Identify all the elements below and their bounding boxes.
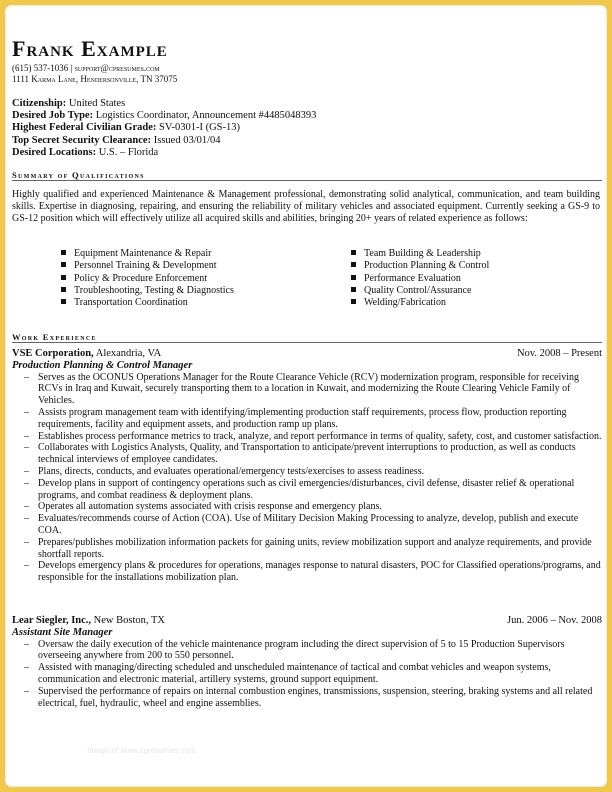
job-header [12,348,602,360]
bullet-square-icon [61,250,66,255]
duty-item: – Plans, directs, conducts, and evaluates operational/emergency tests/exercises to assess readiness. [24,465,425,477]
bullet-square-icon [61,287,66,292]
skill-item: Transportation Coordination [61,297,351,309]
job-lear-siegler [12,615,602,709]
address: 1111 Karma Lane, Hendersonville, TN 37075 [12,73,178,84]
skill-item: Personnel Training & Development [61,260,351,272]
job-dates: Nov. 2008 – Present [516,348,602,359]
skill-item: Equipment Maintenance & Repair [61,248,351,260]
duty-item: – Assists program management team with identifying/implementing production staff requirements, process flow, production reporting requirements, facility and equipment assets, and production ramp up plans. [24,406,567,430]
duty-item: – Assisted with managing/directing scheduled and unscheduled maintenance of tactical and combat vehicles and weapon systems, communication and electronic material, artillery systems, ground support equipment. [24,662,551,685]
bullet-square-icon [351,262,356,267]
bullet-square-icon [351,275,356,280]
skill-item: Welding/Fabrication [351,297,601,309]
bullet-square-icon [61,275,66,280]
job-employer: VSE Corporation, Alexandria, VA [12,348,162,359]
duty-item: – Develops emergency plans & procedures for operations, manages response to natural disasters, POC for Classified operations/programs, and responsible for the installations mobilization plan. [24,560,601,584]
fact-security-clearance: Top Secret Security Clearance: Issued 03/01/04 [12,134,221,146]
bullet-square-icon [351,250,356,255]
duty-item: – Establishes process performance metrics to track, analyze, and report performance in terms of quality, safety, cost, and customer satisfaction. [24,430,602,442]
job-vse-corporation [12,348,602,584]
bullet-square-icon [61,299,66,304]
summary-text: Highly qualified and experienced Maintenance & Management professional, demonstrating solid analytical, communication, and team building skills. Expertise in diagnosing, repairing, and ensuring the reliability of military vehicles and associated equipment. Currently seeking a GS-9 to GS-12 position which will effectively utilize all acquired skills and abilities, bringing 20+ years of related experience as follows: [12,189,600,225]
bullet-square-icon [351,299,356,304]
skill-item: Troubleshooting, Testing & Diagnostics [61,285,351,297]
watermark: Image of www.cpresumes.com [87,746,196,755]
job-title: Production Planning & Control Manager [12,359,193,371]
personal-facts [12,98,316,159]
duty-item: – Serves as the OCONUS Operations Manager for the Route Clearance Vehicle (RCV) modernization program, responsible for receiving RCVs in Iraq and Kuwait, securely transporting them to a location in Kuwait, and modernizing the Route Clearing Vehicle Family of Vehicles. [24,371,580,407]
job-title: Assistant Site Manager [12,626,113,638]
skills-list [61,248,601,309]
phone-email: (615) 537-1036 | support@cpresumes.com [12,63,160,73]
bullet-square-icon [351,287,356,292]
duty-item: – Operates all automation systems associated with crisis response and emergency plans. [24,501,382,513]
duty-item: – Collaborates with Logistics Analysts, Quality, and Transportation to anticipate/prevent interruptions to production, as well as conducts technical interviews of employee candidates. [24,442,576,466]
experience-heading: Work Experience [12,332,602,343]
duty-item: – Evaluates/recommends course of Action (COA). Use of Military Decision Making Processing to analyze, develop, publish and execute COA. [24,513,579,536]
fact-desired-job-type: Desired Job Type: Logistics Coordinator, Announcement #4485048393 [12,110,317,122]
resume-page [5,5,607,787]
job-employer: Lear Siegler, Inc., New Boston, TX [12,615,165,626]
duty-item: – Develop plans in support of contingency operations such as civil emergencies/disturbances, civil defense, disaster relief & operational programs, and combat readiness & deployment plans. [24,477,575,501]
job-header [12,615,602,627]
fact-desired-locations: Desired Locations: U.S. – Florida [12,146,159,158]
duty-item: – Prepares/publishes mobilization information packets for gaining units, review mobilization support and analyze requirements, and provide shortfall reports. [24,536,592,560]
fact-highest-grade: Highest Federal Civilian Grade: SV-0301-I (GS-13) [12,122,240,134]
contact-block [12,63,177,84]
fact-citizenship: Citizenship: United States [12,98,126,109]
skill-item: Production Planning & Control [351,260,601,272]
skill-item: Quality Control/Assurance [351,285,601,297]
candidate-name: Frank Example [12,36,168,61]
skill-item: Policy & Procedure Enforcement [61,273,351,285]
bullet-square-icon [61,262,66,267]
job-dates: Jun. 2006 – Nov. 2008 [507,615,602,626]
skill-item: Performance Evaluation [351,273,601,285]
duty-item: – Oversaw the daily execution of the vehicle maintenance program including the direct supervision of 5 to 15 Production Supervisors overseeing anywhere from 200 to 550 personnel. [24,638,565,662]
duty-item: – Supervised the performance of repairs on internal combustion engines, transmissions, suspension, steering, braking systems and all related electrical, fuel, hydraulic, wheel and engine assemblies. [24,685,593,709]
job-duties [12,372,602,584]
skill-item: Team Building & Leadership [351,248,601,260]
job-duties [12,639,602,710]
summary-heading: Summary of Qualifications [12,170,602,181]
